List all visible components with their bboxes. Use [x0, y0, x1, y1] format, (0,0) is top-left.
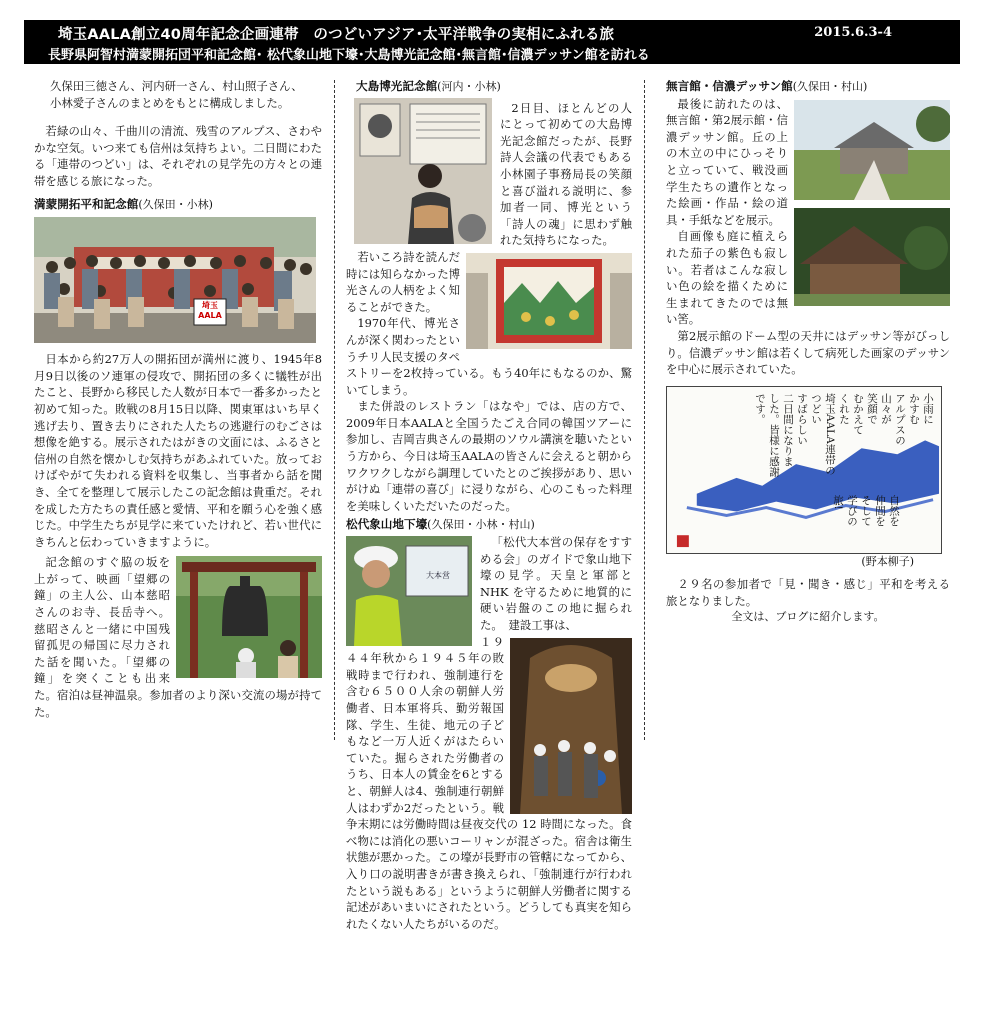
poem-card — [666, 386, 942, 554]
column-manmo — [34, 78, 322, 720]
poem-line: 埼玉AALA連帯の — [824, 392, 836, 475]
matsushiro-paragraph: 「松代大本営の保存をすすめる会」のガイドで象山地下壕の見学。天皇と軍部と NHK を守るために地質的に硬い岩盤のこの地に掘られた。 建設工事は、 — [480, 535, 632, 632]
speaker-photo — [354, 98, 492, 244]
poem-line: 仲間を — [874, 494, 886, 527]
museum-photo-2 — [794, 208, 950, 306]
section-heading-manmo — [34, 196, 322, 214]
heading-text: 大島博光記念館 — [356, 79, 438, 93]
poem-text-2 — [831, 495, 901, 551]
blog-note: 全文は、ブログに紹介します。 — [731, 610, 885, 624]
heading-byline: (久保田・小林) — [138, 197, 213, 211]
oshima-paragraph-2: 若いころ詩を読んだ時には知らなかった博光さんの人柄をよく知ることができた。 — [346, 249, 460, 314]
museum-photo-1 — [794, 100, 950, 200]
poem-line: すばらしい — [796, 392, 808, 446]
bell-photo — [176, 556, 322, 678]
poem-line: です。 — [754, 392, 766, 425]
matsushiro-paragraph-2: １９４４年秋から１９４５年の敗戦時まで行われ、強制連行を含む６５００人余の朝鮮人労働者、日本軍将兵、勤労報国隊、学生、生徒、地元の子どもなど一万人近くがはたらいていた。掘らされた労働者のうち、日本人の賃金を6とすると、朝鮮人は4、強制連行朝鮮人はわずか2だったという。戦争末期には労働時間は昼夜交代の 12 時間になった。食べ物には消化の悪いコーリャンが混ざった。宿舎は衛生状態が悪かった。この壕が長野市の管轄になってから、入り口の説明書きが書き換えられ、「強制連行が行われたという説もある」というように朝鮮人労働者に関する記述があいまいにされたという。どうしても真実を知られたくない人たちがいるのだ。 — [346, 634, 632, 931]
photo-sign-text: 埼玉 AALA — [198, 301, 222, 321]
column-divider-1 — [334, 80, 335, 740]
poem-credit: (野本柳子) — [861, 554, 914, 568]
poem-line: つどい — [810, 392, 822, 425]
plaque-text: 大本営 — [426, 571, 450, 581]
guide-photo — [346, 536, 472, 646]
heading-text: 松代象山地下壕 — [346, 517, 428, 532]
section-heading-matsushiro — [346, 516, 632, 534]
oshima-paragraph: 2日目、ほとんどの人にとって初めての大島博光記念館だったが、長野詩人会議の代表でもある小林園子事務局長の笑顔と喜び溢れる説明に、参加者一同、博光という「詩人の魂」に思わず触れた気持ちになった。 — [500, 100, 632, 248]
poem-line: 学びの — [846, 494, 858, 527]
intro-paragraph: 若緑の山々、千曲川の清流、残雪のアルプス、さわやかな空気。いつ来ても信州は気持ちよい。二日間にわたる「連帯のつどい」は、それぞれの見学先の方々との連帯を感じる旅になった。 — [34, 124, 322, 188]
section-heading-oshima — [346, 78, 632, 96]
oshima-paragraph-3: 1970年代、博光さんが深く関わったというチリ人民支援のタペストリーを2枚持っている。もう40年にもなるのか、驚いてしまう。 — [346, 316, 632, 397]
poem-line: むかえて — [852, 392, 864, 435]
poem-line: そして — [860, 494, 872, 527]
heading-text: 満蒙開拓平和記念館 — [34, 196, 139, 211]
poem-line: 自然を — [888, 494, 900, 527]
heading-byline: (久保田・小林・村山) — [427, 518, 535, 532]
group-photo — [34, 217, 316, 343]
tunnel-photo — [510, 638, 632, 814]
intro-text: 久保田三徳さん、河内研一さん、村山照子さん、小林愛子さんのまとめをもとに構成しました。 — [50, 79, 303, 110]
mugonkan-paragraph-2: 自画像も庭に植えられた茄子の紫色も寂しい。若者はこんな寂しい色の絵を描くために生まれてきたのでは無い筈。 — [666, 229, 788, 327]
heading-text: 無言館・信濃デッサン館 — [666, 79, 793, 93]
column-divider-2 — [644, 80, 645, 740]
mugonkan-paragraph-3: 第2展示館のドーム型の天井にはデッサン等がびっしり。信濃デッサン館は若くして病死した画家のデッサンを中心に展示されていた。 — [666, 328, 950, 377]
poem-line: 二日間になりま — [782, 392, 794, 467]
header-date: 2015.6.3-4 — [814, 25, 892, 40]
oshima-paragraph-4: また併設のレストラン「はなや」では、店の方で、2009年日本AALAと全国うたごえ合同の韓国ツアーに参加し、吉岡吉典さんの最期のソウル講演を聴いたという方から、今日は埼玉AALAの皆さんに会えると朝からワクワクしながら調理していたとのご挨拶があり、思いがけぬ「連帯の喜び」に浸りながら、心のこもった料理を美味しくいただいたのだった。 — [346, 399, 632, 513]
museum-photos — [794, 100, 950, 308]
poem-line: 笑顔で — [866, 392, 878, 425]
poem-line: くれた — [838, 392, 850, 425]
manmo-paragraph: 日本から約27万人の開拓団が満州に渡り、1945年8月9日以後のソ連軍の侵攻で、開拓団の多くに犠牲が出たこと、長野から移民した人数が日本で一番多かったと初めて知った。敗戦の8月15日以降、関東軍はいち早く逃げ去り、置き去りにされた人たちの逃避行のむごさは想像を絶する。展示されたはがきの文面には、ふるさと信州の自然を懐かしむ気持ちがあふれていた。放っておけばやがて失われる資料を収集し、当事者から話を聞き、全てを整理して展示したこの記念館は貴重だ。それを成した方たちの責任感と愛情、平和を願う心を強く感じた。中学生たちが見学に来ていたけれど、若い世代にきちんと伝わっていきますように。 — [34, 352, 322, 549]
temple-paragraph: 記念館のすぐ脇の坂を上がって、映画「望郷の鐘」の主人公、山本慈昭さんのお寺、長岳寺へ。慈昭さんと一緒に中国残留孤児の帰国に尽力された話を聞いた。「望郷の鐘」を突くことも出来た。宿泊は昼神温泉。参加者のより深い交流の場が持てた。 — [34, 555, 322, 719]
closing-paragraph: ２９名の参加者で「見・聞き・感じ」平和を考える旅となりました。 — [666, 577, 950, 608]
poem-line: した。皆様に感謝 — [768, 392, 780, 477]
header-title: 埼玉AALA創立40周年記念企画連帯 のつどいアジア･太平洋戦争の実相にふれる旅 — [58, 27, 615, 43]
column-oshima — [346, 78, 632, 932]
poem-line: かすむ — [908, 392, 920, 425]
header-subtitle: 長野県阿智村満蒙開拓団平和記念館･ 松代象山地下壕･大島博光記念館･無言館･信濃デッサン館を訪れる — [48, 48, 650, 63]
heading-byline: (久保田・村山) — [792, 80, 868, 93]
header-banner — [24, 20, 960, 64]
poem-line: 小雨に — [922, 392, 934, 425]
heading-byline: (河内・小林) — [437, 80, 501, 93]
mugonkan-paragraph: 最後に訪れたのは、無言館・第2展示館・信濃デッサン館。丘の上の木立の中にひっそりと立っていて、戦没画学生たちの遺作となった絵画・作品・絵の道具・手紙などを展示。 — [666, 96, 788, 227]
poem-text — [753, 393, 935, 493]
poem-line: 旅! — [832, 494, 844, 510]
column-mugonkan — [666, 78, 950, 626]
poem-line: 山々が — [880, 392, 892, 425]
tapestry-photo — [466, 253, 632, 349]
section-heading-mugonkan — [666, 78, 950, 96]
poem-line: アルプスの — [894, 392, 906, 446]
